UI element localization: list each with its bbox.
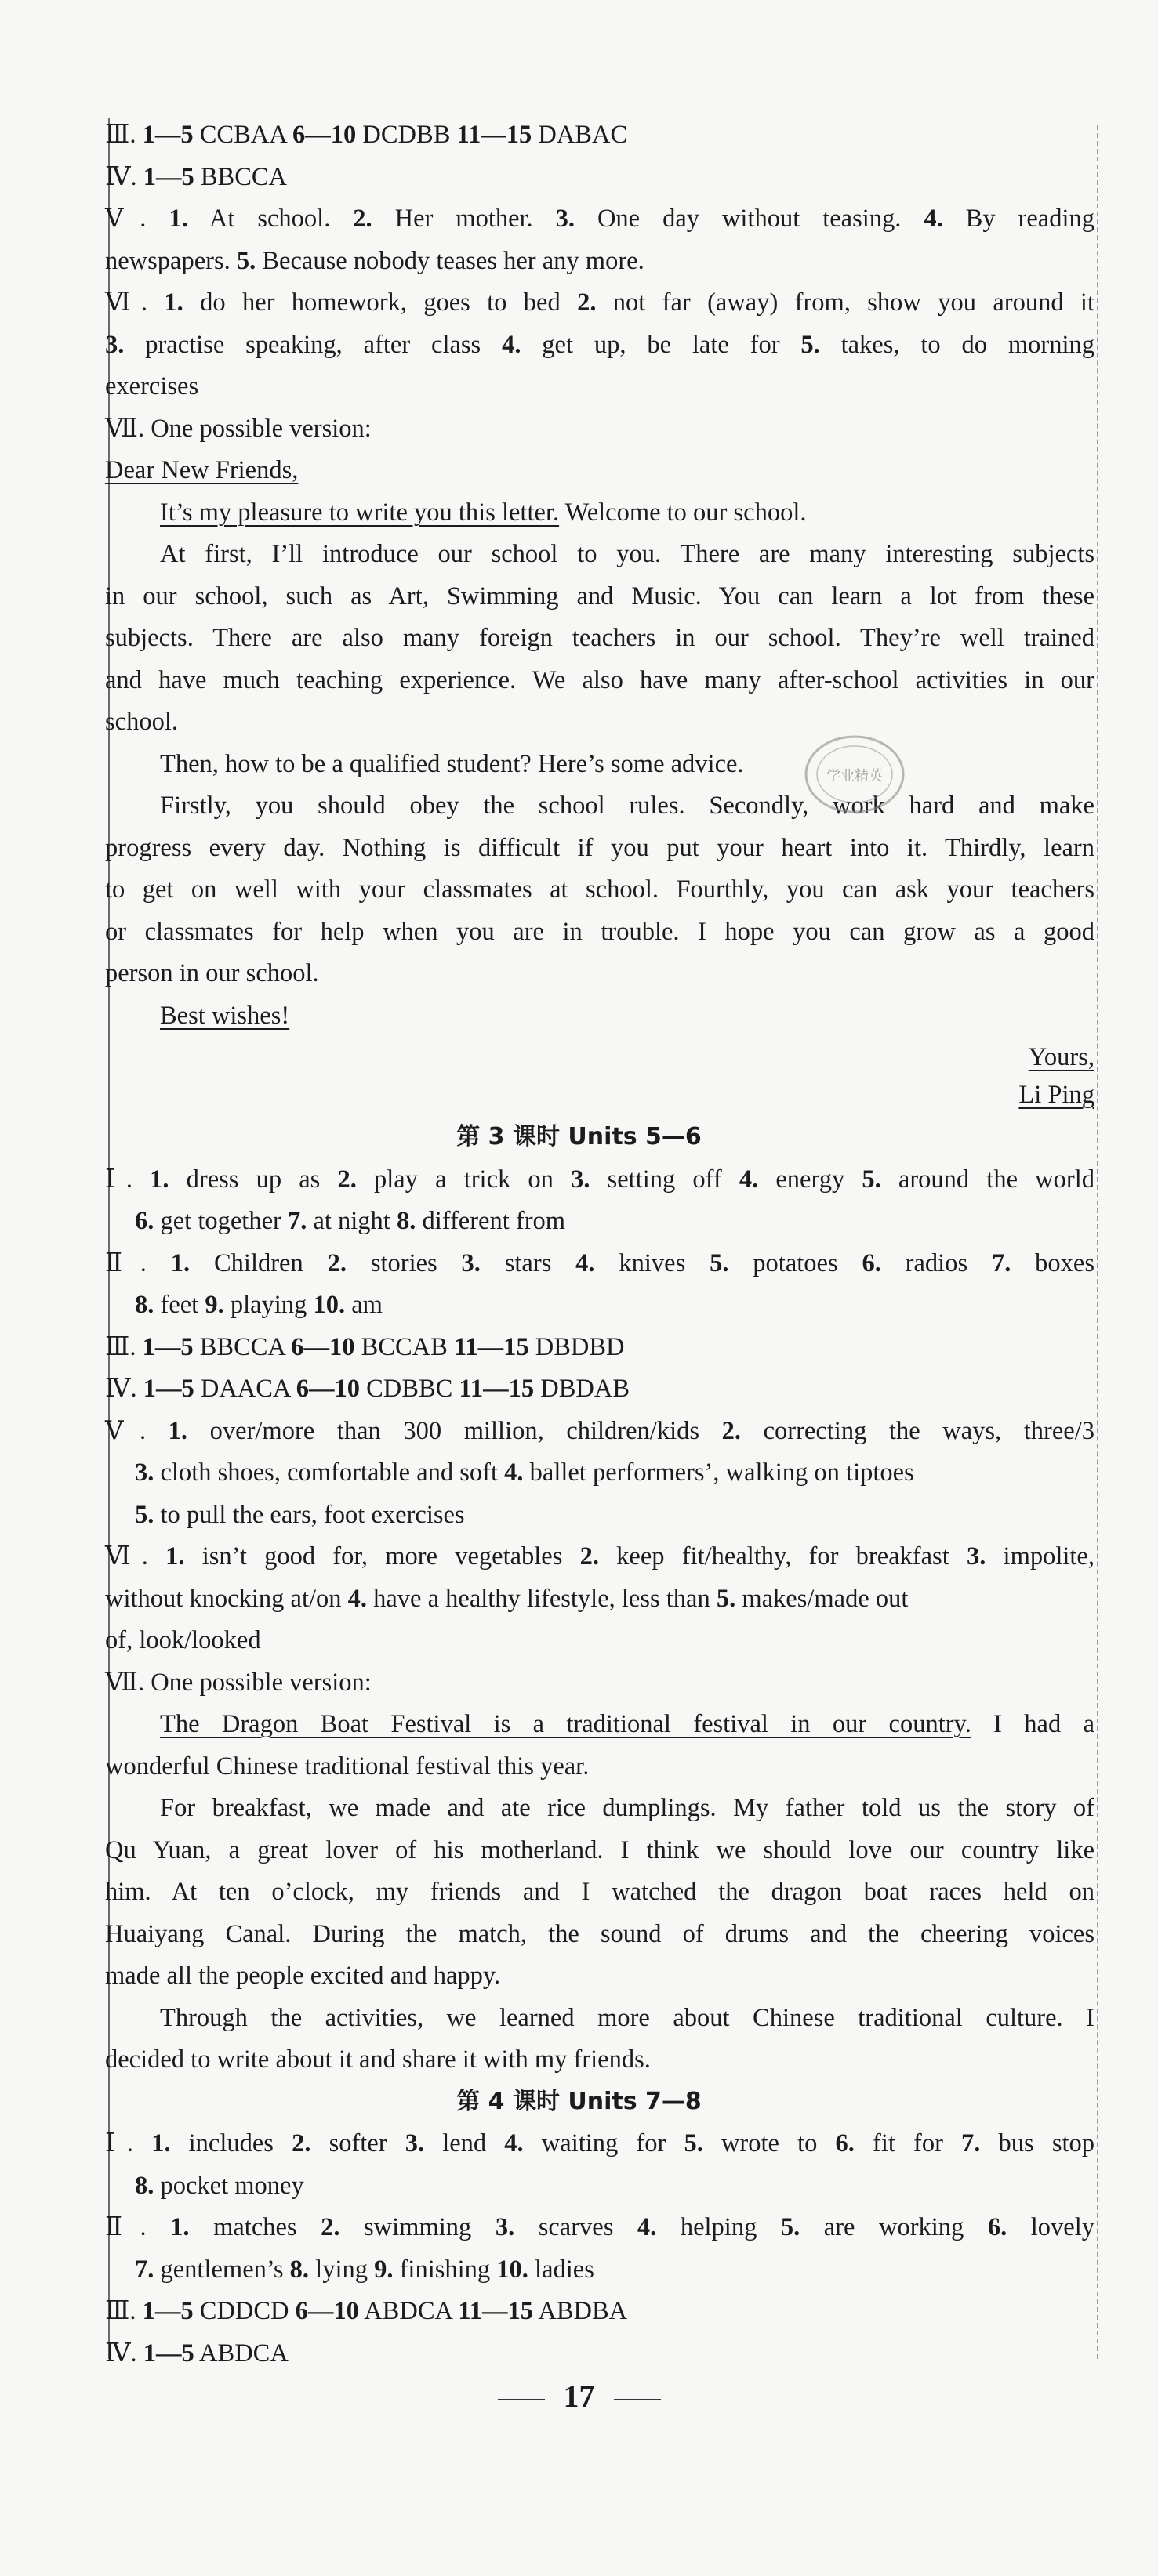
letter-line: progress every day. Nothing is difficult if you put your heart into it. Thirdly, learn	[105, 834, 1094, 862]
footer-dash	[614, 2399, 661, 2400]
footer-dash	[498, 2399, 545, 2400]
essay-text: I had a	[971, 1710, 1094, 1738]
letter-signature	[105, 1079, 1094, 1110]
letter-line: At first, I’ll introduce our school to you. There are many interesting subjects	[160, 540, 1094, 568]
essay-line: Huaiyang Canal. During the match, the sound of drums and the cheering voices	[105, 1920, 1094, 1948]
answer-line: Ⅵ. 1. do her homework, goes to bed 2. not far (away) from, show you around it	[105, 288, 1094, 317]
salutation-text: Dear New Friends,	[105, 456, 299, 484]
lesson-heading: 第 3 课时 Units 5—6	[456, 1123, 702, 1150]
letter-text: Welcome to our school.	[559, 498, 807, 527]
svg-text:学业精英: 学业精英	[826, 768, 883, 784]
letter-line	[160, 497, 1094, 528]
page-number: 17	[563, 2379, 595, 2414]
signature-text: Li Ping	[1018, 1081, 1094, 1109]
answer-line: Ⅲ. 1—5 CCBAA 6—10 DCDBB 11—15 DABAC	[105, 121, 628, 149]
letter-line: to get on well with your classmates at school. Fourthly, you can ask your teachers	[105, 875, 1094, 904]
answer-line: Ⅰ. 1. dress up as 2. play a trick on 3. setting off 4. energy 5. around the world	[105, 1165, 1094, 1194]
underlined-sentence: It’s my pleasure to write you this letter.	[160, 498, 560, 527]
essay-line: For breakfast, we made and ate rice dumplings. My father told us the story of	[160, 1794, 1094, 1822]
essay-line: made all the people excited and happy.	[105, 1962, 501, 1990]
letter-line: subjects. There are also many foreign teachers in our school. They’re well trained	[105, 624, 1094, 652]
letter-line: or classmates for help when you are in trouble. I hope you can grow as a good	[105, 918, 1094, 946]
letter-line: Firstly, you should obey the school rules. Secondly, work hard and make	[160, 792, 1094, 820]
answer-line: Ⅴ. 1. At school. 2. Her mother. 3. One day without teasing. 4. By reading	[105, 205, 1095, 233]
answer-line: 7. gentlemen’s 8. lying 9. finishing 10. ladies	[135, 2255, 594, 2284]
answer-line: Ⅲ. 1—5 BBCCA 6—10 BCCAB 11—15 DBDBD	[105, 1333, 625, 1361]
essay-line: decided to write about it and share it with my friends.	[105, 2045, 651, 2074]
section-heading: Ⅶ. One possible version:	[105, 1668, 372, 1697]
answer-line: Ⅱ. 1. matches 2. swimming 3. scarves 4. helping 5. are working 6. lovely	[105, 2213, 1095, 2241]
section-heading: Ⅶ. One possible version:	[105, 415, 372, 443]
letter-signoff	[105, 1042, 1094, 1073]
answer-line: 3. cloth shoes, comfortable and soft 4. ballet performers’, walking on tiptoes	[135, 1458, 914, 1487]
letter-line: and have much teaching experience. We also have many after-school activities in our	[105, 666, 1094, 694]
essay-line: Through the activities, we learned more about Chinese traditional culture. I	[160, 2004, 1094, 2032]
answer-line: 5. to pull the ears, foot exercises	[135, 1501, 465, 1529]
signoff-text: Yours,	[1028, 1043, 1094, 1071]
answer-line: exercises	[105, 372, 199, 400]
letter-line: person in our school.	[105, 959, 319, 987]
page-footer	[0, 2377, 1158, 2416]
closing-text: Best wishes!	[160, 1002, 290, 1030]
letter-salutation	[105, 455, 1094, 486]
lesson-heading: 第 4 课时 Units 7—8	[456, 2088, 702, 2115]
answer-line: newspapers. 5. Because nobody teases her any more.	[105, 247, 644, 275]
letter-closing	[160, 1000, 1094, 1031]
answer-line: Ⅳ. 1—5 ABDCA	[105, 2339, 289, 2368]
answer-line: Ⅳ. 1—5 DAACA 6—10 CDBBC 11—15 DBDAB	[105, 1375, 630, 1403]
answer-line: 8. pocket money	[135, 2172, 304, 2200]
essay-line: him. At ten o’clock, my friends and I watched the dragon boat races held on	[105, 1878, 1094, 1906]
essay-line	[160, 1708, 1094, 1740]
letter-line: school.	[105, 708, 178, 736]
letter-line: Then, how to be a qualified student? Here’s some advice.	[160, 750, 744, 778]
letter-line: in our school, such as Art, Swimming and Music. You can learn a lot from these	[105, 582, 1094, 610]
answer-line: 8. feet 9. playing 10. am	[135, 1291, 383, 1319]
essay-line: wonderful Chinese traditional festival this year.	[105, 1752, 590, 1781]
right-margin-rule	[1097, 125, 1098, 2359]
answer-line: 6. get together 7. at night 8. different from	[135, 1207, 566, 1235]
answer-line: Ⅰ. 1. includes 2. softer 3. lend 4. waiting for 5. wrote to 6. fit for 7. bus stop	[105, 2129, 1095, 2158]
stamp-seal-icon	[800, 727, 909, 821]
answer-line: Ⅵ. 1. isn’t good for, more vegetables 2. keep fit/healthy, for breakfast 3. impolite,	[105, 1542, 1094, 1571]
left-margin-rule	[108, 118, 110, 2359]
answer-line: without knocking at/on 4. have a healthy lifestyle, less than 5. makes/made out	[105, 1585, 909, 1613]
underlined-sentence: The Dragon Boat Festival is a traditional festival in our country.	[160, 1710, 971, 1738]
essay-line: Qu Yuan, a great lover of his motherland. I think we should love our country like	[105, 1836, 1094, 1864]
answer-line: Ⅴ. 1. over/more than 300 million, children/kids 2. correcting the ways, three/3	[105, 1417, 1094, 1445]
answer-line: Ⅲ. 1—5 CDDCD 6—10 ABDCA 11—15 ABDBA	[105, 2297, 628, 2325]
answer-line: Ⅱ. 1. Children 2. stories 3. stars 4. knives 5. potatoes 6. radios 7. boxes	[105, 1249, 1094, 1277]
answer-line: 3. practise speaking, after class 4. get up, be late for 5. takes, to do morning	[105, 331, 1094, 359]
answer-line: Ⅳ. 1—5 BBCCA	[105, 163, 288, 191]
answer-line: of, look/looked	[105, 1626, 261, 1654]
